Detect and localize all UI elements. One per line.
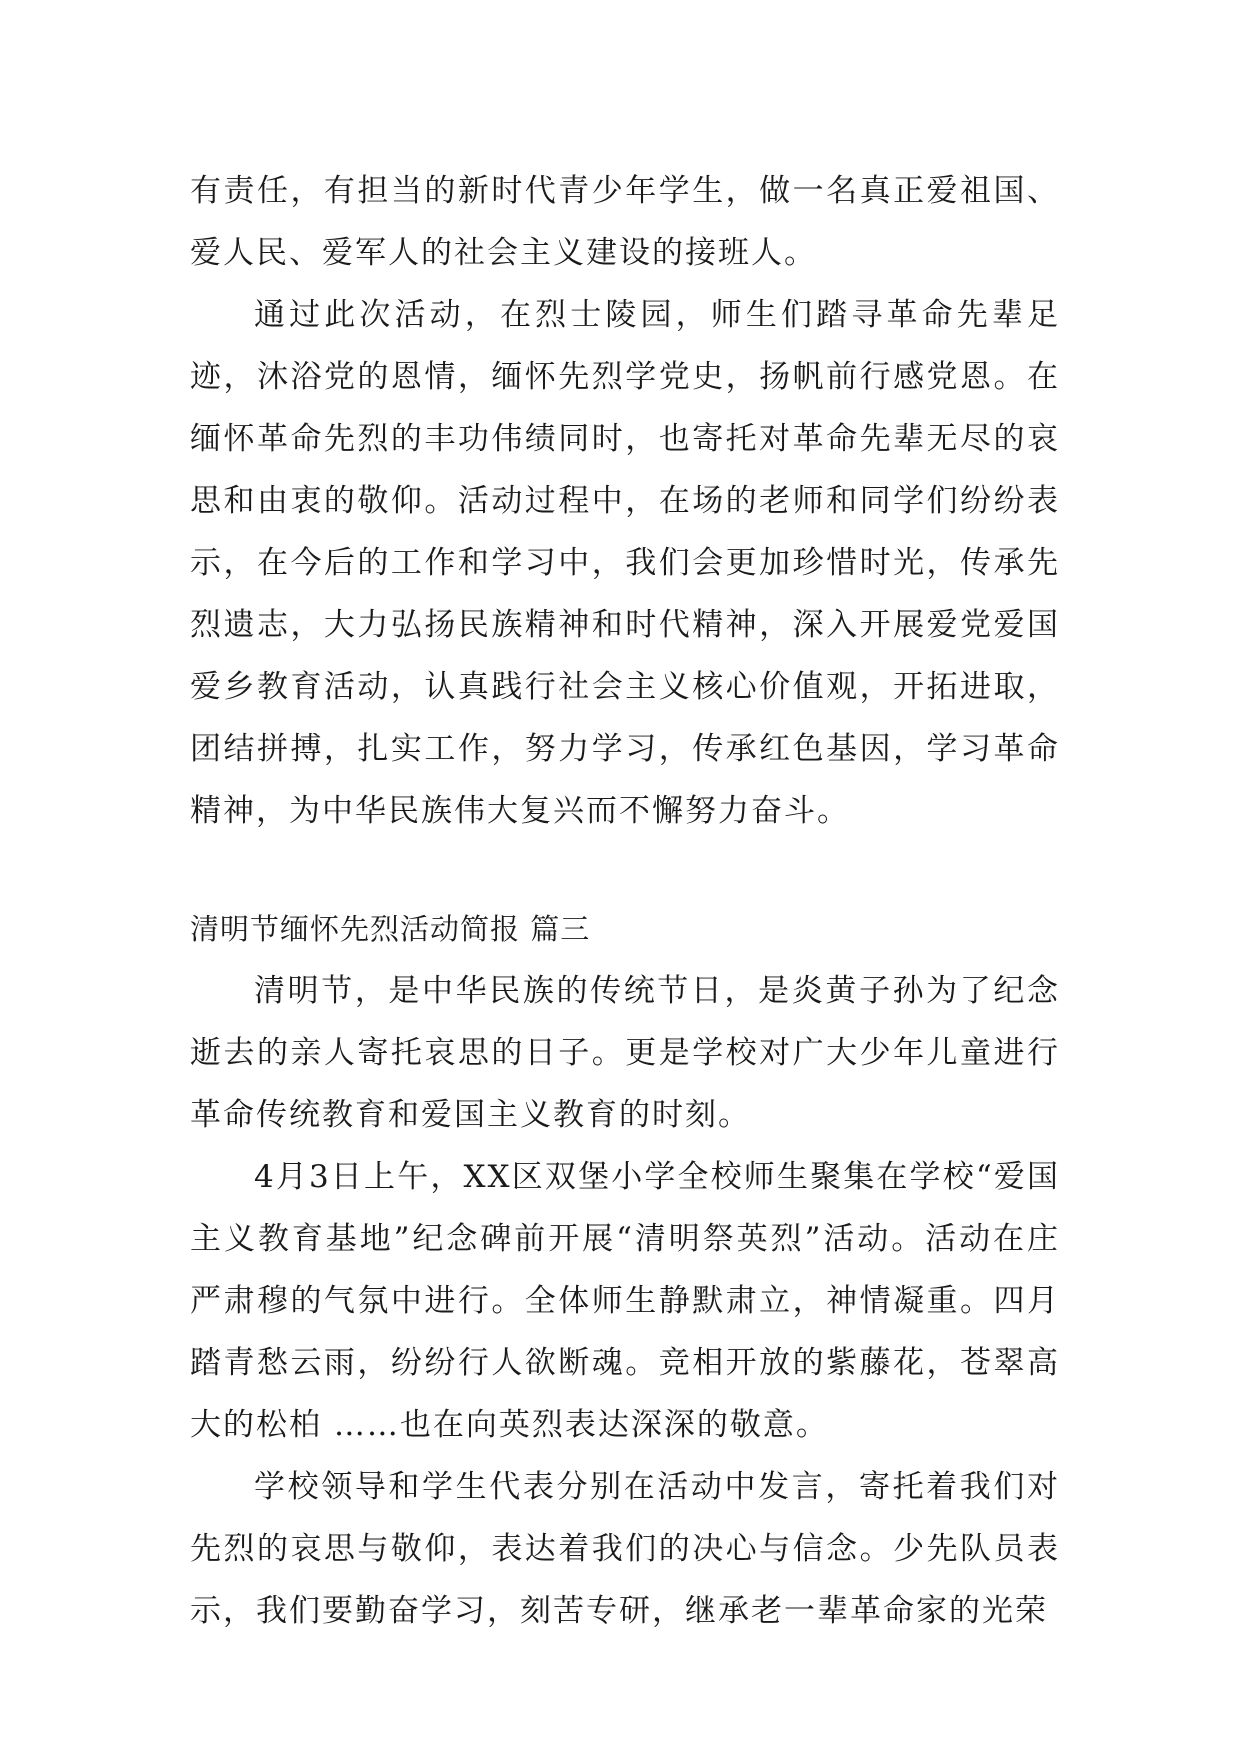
paragraph-speeches: 学校领导和学生代表分别在活动中发言，寄托着我们对先烈的哀思与敬仰，表达着我们的决心与信念。少先队员表示，我们要勤奋学习，刻苦专研，继承老一辈革命家的光荣 (190, 1469, 1060, 1629)
paragraph-intro: 清明节，是中华民族的传统节日，是炎黄子孙为了纪念逝去的亲人寄托哀思的日子。更是学校对广大少年儿童进行革命传统教育和爱国主义教育的时刻。 (190, 973, 1060, 1133)
document-body (190, 160, 1060, 1642)
paragraph-event: 4月3日上午，XX区双堡小学全校师生聚集在学校“爱国主义教育基地”纪念碑前开展“清明祭英烈”活动。活动在庄严肃穆的气氛中进行。全体师生静默肃立，神情凝重。四月踏青愁云雨，纷纷行人欲断魂。竞相开放的紫藤花，苍翠高大的松柏 ……也在向英烈表达深深的敬意。 (190, 1159, 1060, 1443)
section-heading: 清明节缅怀先烈活动简报 篇三 (190, 912, 591, 946)
paragraph-summary: 通过此次活动，在烈士陵园，师生们踏寻革命先辈足迹，沐浴党的恩情，缅怀先烈学党史，扬帆前行感党恩。在缅怀革命先烈的丰功伟绩同时，也寄托对革命先辈无尽的哀思和由衷的敬仰。活动过程中，在场的老师和同学们纷纷表示，在今后的工作和学习中，我们会更加珍惜时光，传承先烈遗志，大力弘扬民族精神和时代精神，深入开展爱党爱国爱乡教育活动，认真践行社会主义核心价值观，开拓进取，团结拼搏，扎实工作，努力学习，传承红色基因，学习革命精神，为中华民族伟大复兴而不懈努力奋斗。 (190, 297, 1060, 829)
paragraph-continued: 有责任，有担当的新时代青少年学生，做一名真正爱祖国、爱人民、爱军人的社会主义建设的接班人。 (190, 173, 1060, 271)
